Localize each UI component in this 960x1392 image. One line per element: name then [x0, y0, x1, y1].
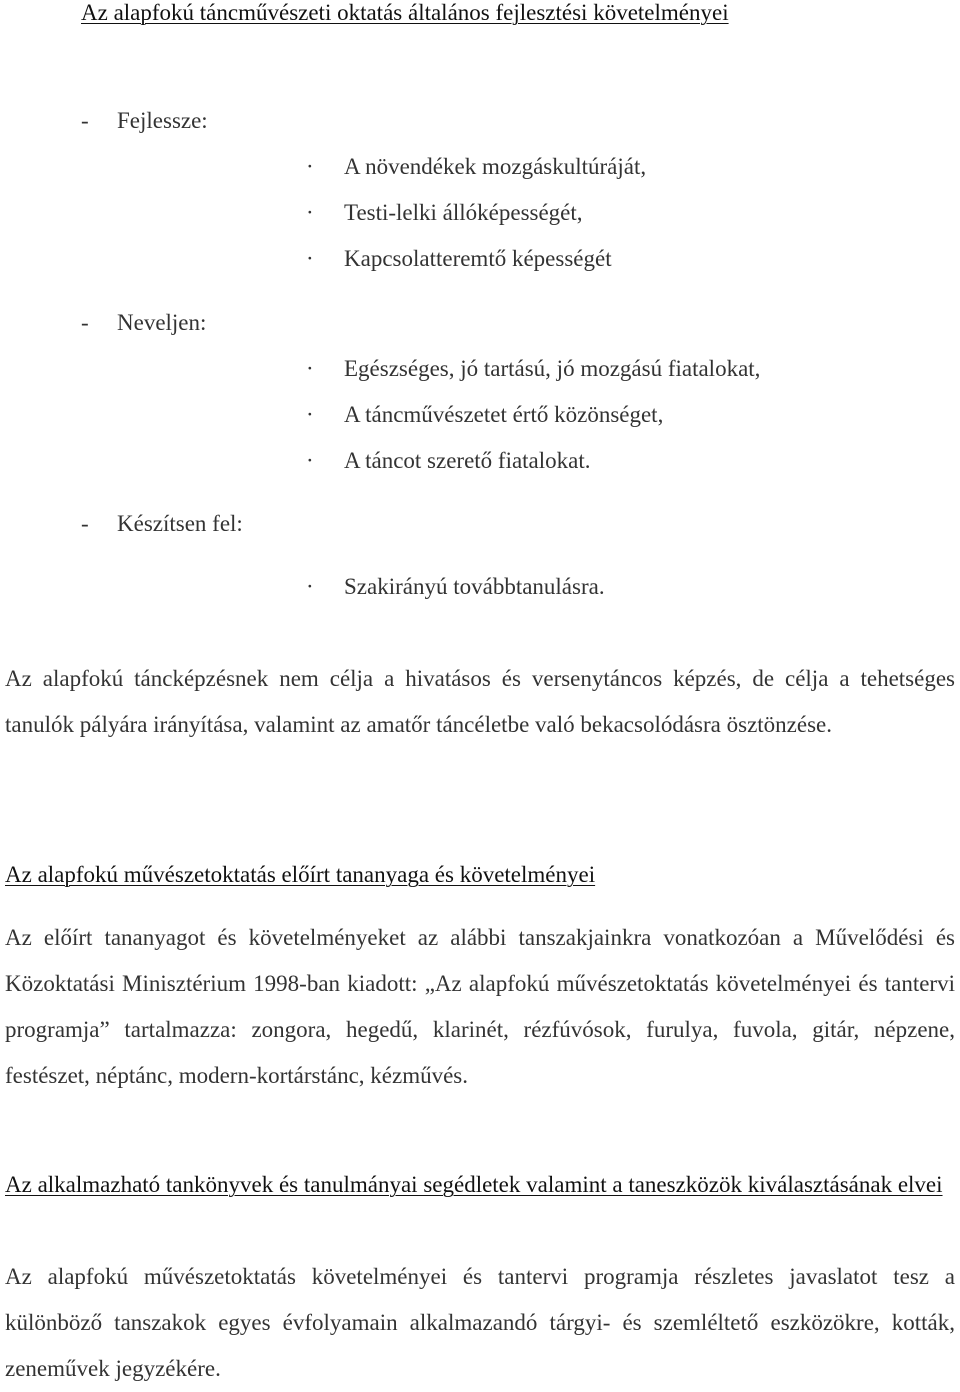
- bullet-icon: ·: [306, 402, 314, 427]
- dash-marker: -: [81, 511, 89, 536]
- section-heading-curriculum: Az alapfokú művészetoktatás előírt tananyaga és követelményei: [5, 862, 596, 887]
- section-heading-textbooks: Az alkalmazható tankönyvek és tanulmányai segédletek valamint a taneszközök kiválasztásának elvei: [5, 1172, 943, 1197]
- group-label-text: Fejlessze:: [117, 108, 208, 133]
- body-paragraph: Az előírt tananyagot és követelményeket az alábbi tanszakjainkra vonatkozóan a Művelődési és Közoktatási Minisztérium 1998-ban kiadott: „Az alapfokú művészetoktatás követelményei és tantervi programja” tartalmazza: zongora, hegedű, klarinét, rézfúvósok, furulya, fuvola, gitár, népzene, festészet, néptánc, modern-kortárstánc, kézművés.: [5, 925, 955, 1088]
- list-item: [300, 246, 612, 272]
- bullet-icon: ·: [306, 154, 314, 179]
- list-item: [300, 200, 583, 226]
- list-item-text: A táncot szerető fiatalokat.: [344, 448, 591, 473]
- list-item-text: A növendékek mozgáskultúráját,: [344, 154, 647, 179]
- list-item-text: Egészséges, jó tartású, jó mozgású fiatalokat,: [344, 356, 761, 381]
- list-item-text: A táncművészetet értő közönséget,: [344, 402, 664, 427]
- group-label-text: Készítsen fel:: [117, 511, 243, 536]
- group-label-neveljen: [81, 310, 206, 336]
- list-item: [300, 574, 605, 600]
- bullet-icon: ·: [306, 574, 314, 599]
- bullet-icon: ·: [306, 356, 314, 381]
- dash-marker: -: [81, 108, 89, 133]
- list-item: [300, 448, 591, 474]
- bullet-icon: ·: [306, 448, 314, 473]
- group-label-keszitsen-fel: [81, 511, 243, 537]
- bullet-icon: ·: [306, 246, 314, 271]
- list-item-text: Kapcsolatteremtő képességét: [344, 246, 612, 271]
- section-heading-development-requirements: Az alapfokú táncművészeti oktatás általános fejlesztési követelményei: [81, 0, 729, 25]
- list-item: [300, 154, 646, 180]
- body-paragraph: Az alapfokú táncképzésnek nem célja a hivatásos és versenytáncos képzés, de célja a tehetséges tanulók pályára irányítása, valamint az amatőr táncéletbe való bekacsolódásra ösztönzése.: [5, 666, 955, 737]
- body-paragraph: Az alapfokú művészetoktatás követelményei és tantervi programja részletes javaslatot tesz a különböző tanszakok egyes évfolyamain alkalmazandó tárgyi- és szemléltető eszközökre, kották, zeneművek jegyzékére.: [5, 1264, 955, 1381]
- group-label-text: Neveljen:: [117, 310, 207, 335]
- group-label-fejlessze: [81, 108, 208, 134]
- list-item: [300, 402, 663, 428]
- list-item-text: Testi-lelki állóképességét,: [344, 200, 583, 225]
- dash-marker: -: [81, 310, 89, 335]
- list-item-text: Szakirányú továbbtanulásra.: [344, 574, 605, 599]
- list-item: [300, 356, 760, 382]
- bullet-icon: ·: [306, 200, 314, 225]
